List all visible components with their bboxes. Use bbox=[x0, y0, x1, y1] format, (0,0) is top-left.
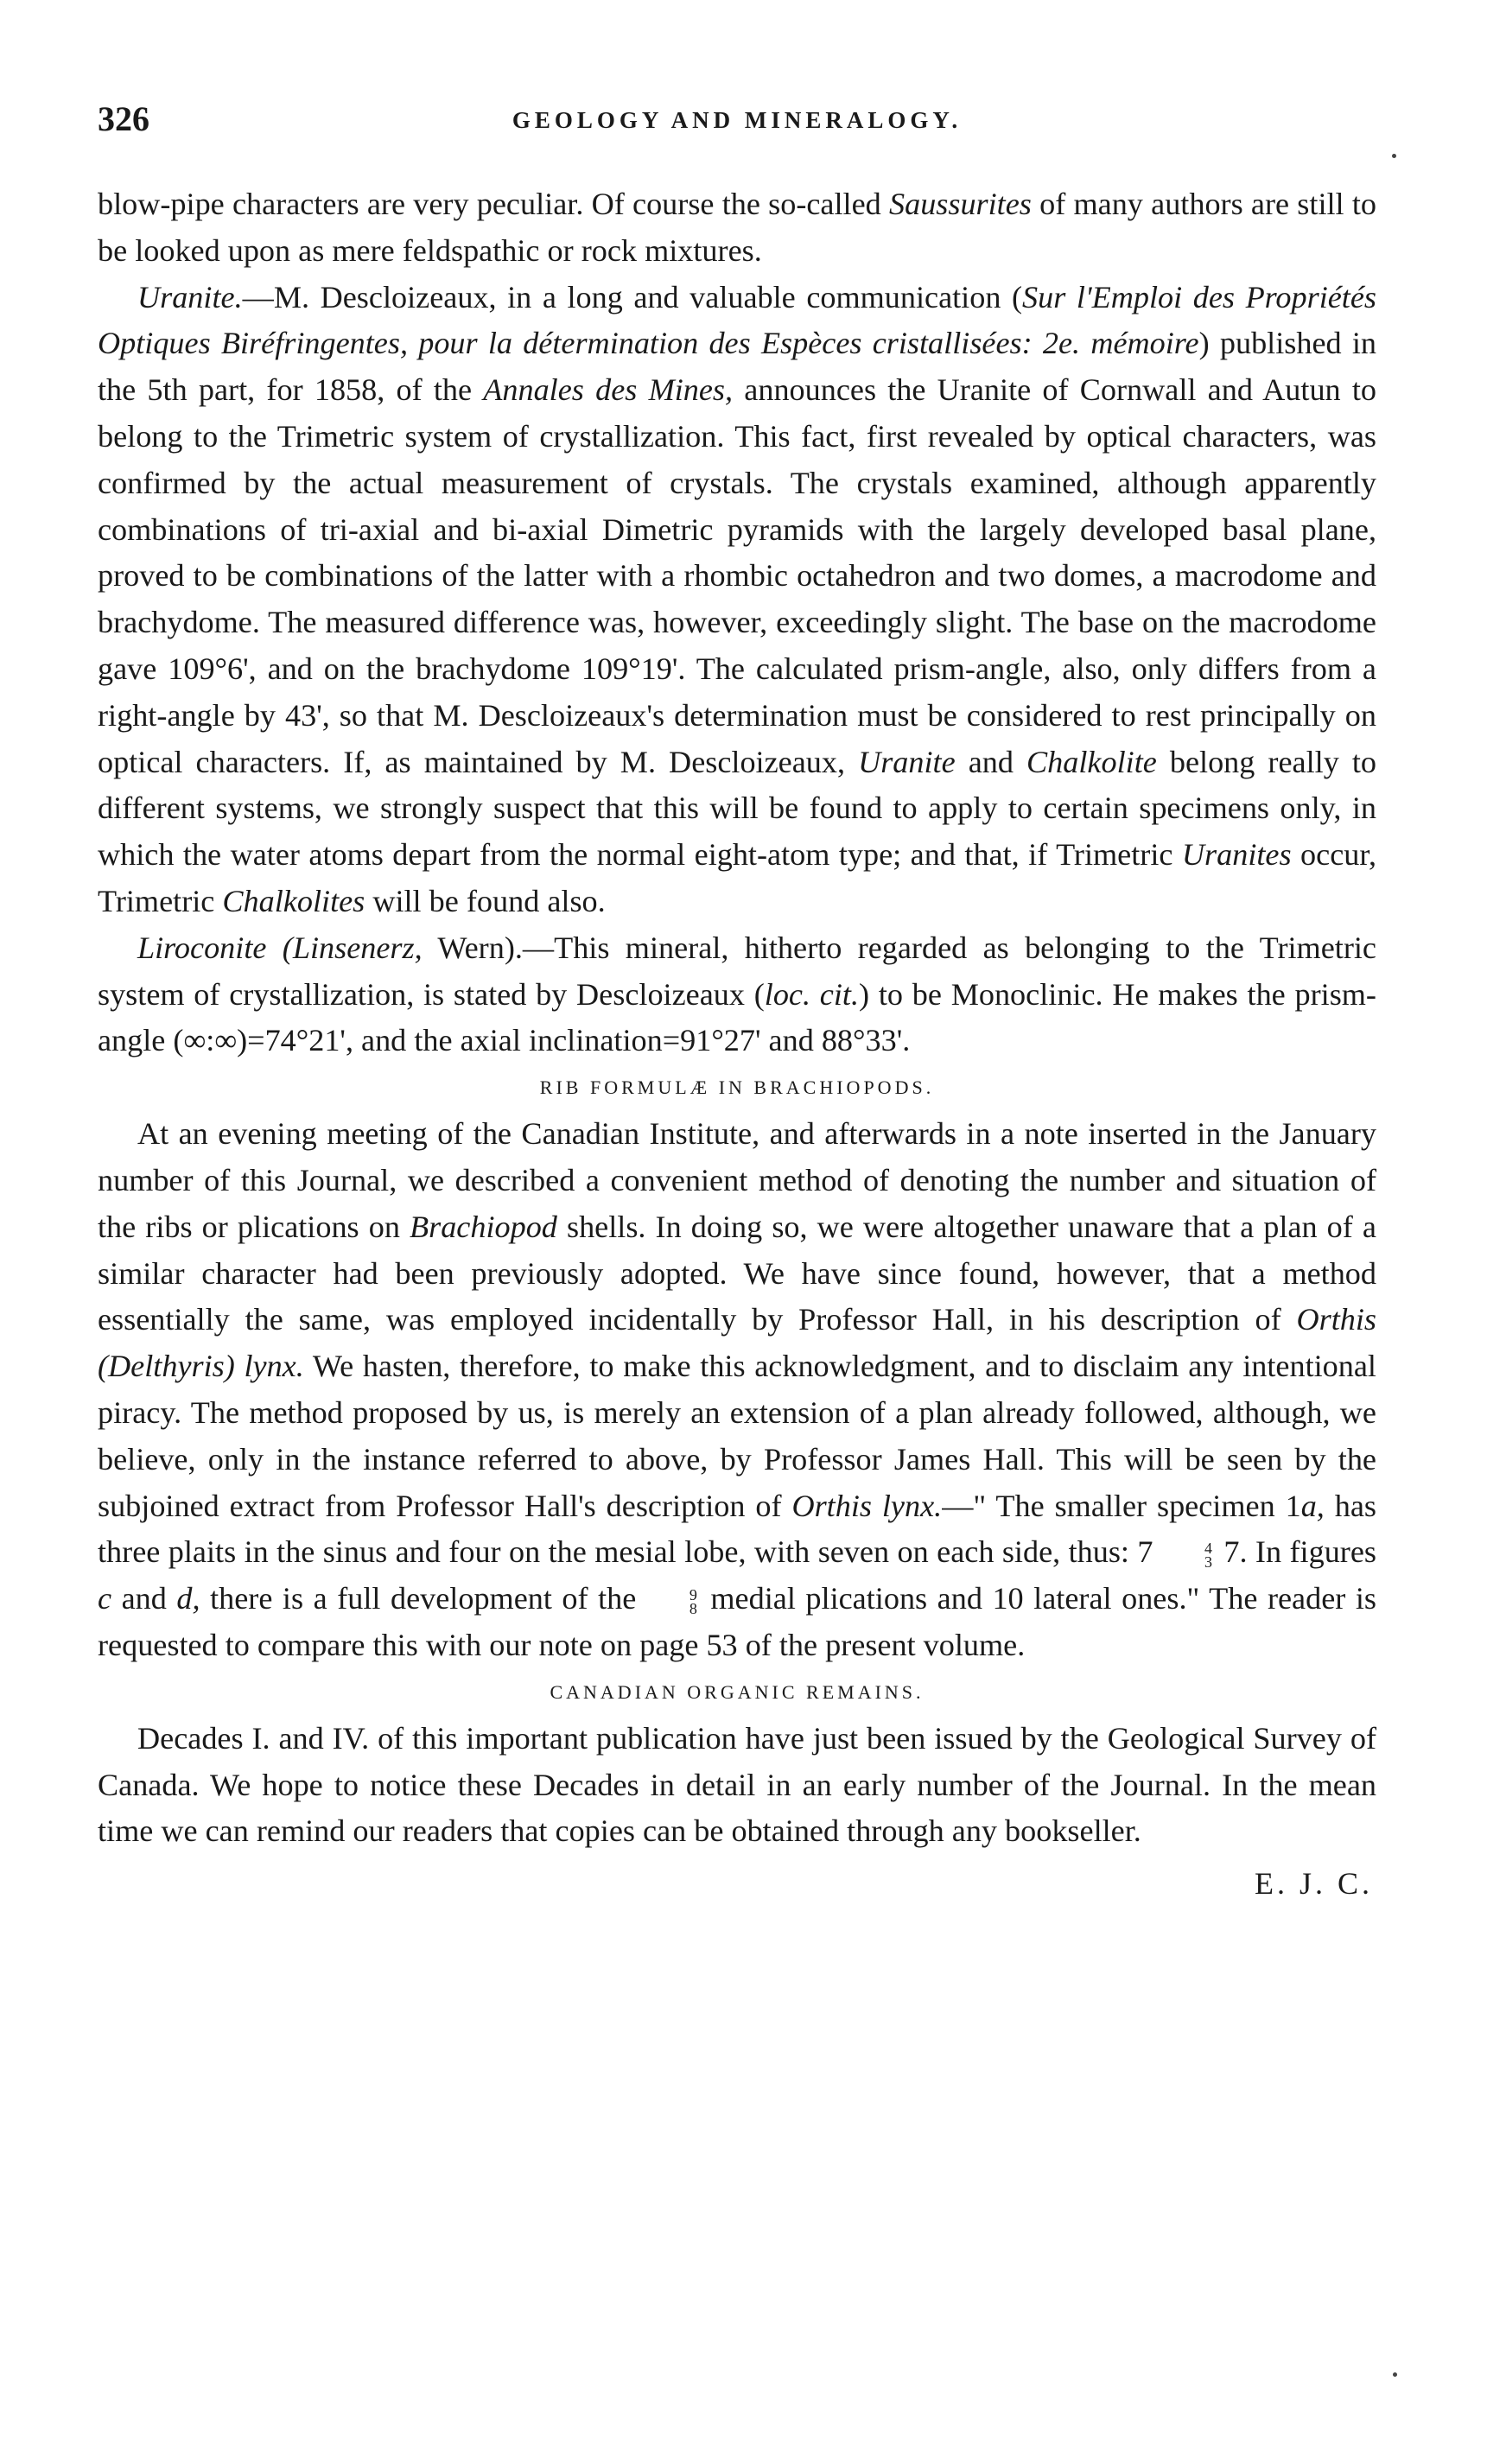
italic-term: Orthis (Delthyris) lynx. bbox=[98, 1302, 1376, 1384]
text-run: blow-pipe characters are very peculiar. Of course the so-called bbox=[98, 187, 889, 221]
paragraph-canadian-organic-remains bbox=[98, 1716, 1376, 1855]
italic-term: Orthis lynx. bbox=[791, 1488, 943, 1523]
fraction-numerator: 4 bbox=[1204, 1540, 1212, 1557]
paragraph-saussurites bbox=[98, 181, 1376, 275]
italic-citation: Annales des Mines, bbox=[483, 372, 734, 408]
text-run: We hasten, therefore, to make this acknowledgment, and to disclaim any intentional piracy. The method proposed by us, is merely an extension of a plan already followed, although, we believe, only in the instance referred to above, by Professor James Hall. This will be seen by the subjoined extract from Professor Hall's description of bbox=[98, 1349, 1376, 1523]
text-run: medial plications and 10 lateral ones." The reader is requested to compare this with our note on page 53 of the present volume. bbox=[98, 1581, 1376, 1662]
text-run: ) to be Monoclinic. He makes the prism-angle (∞:∞)=74°21', and the axial inclination=91°27' and 88°33'. bbox=[98, 976, 1376, 1058]
fraction bbox=[650, 1585, 697, 1617]
italic-term: Uranite. bbox=[137, 279, 243, 314]
text-run: —" The smaller specimen 1 bbox=[942, 1488, 1301, 1523]
italic-term: Chalkolites bbox=[222, 883, 365, 918]
paragraph-liroconite bbox=[98, 925, 1376, 1064]
text-run: and bbox=[111, 1581, 177, 1616]
text-run: belong really to different systems, we strongly suspect that this will be found to apply to certain specimens only, in which the water atoms depart from the normal eight-atom type; and that, if Trimetric bbox=[98, 744, 1377, 873]
text-run: —M. Descloizeaux, in a long and valuable communication ( bbox=[242, 279, 1023, 314]
text-run: there is a full development of the bbox=[200, 1581, 646, 1616]
running-head: GEOLOGY AND MINERALOGY. bbox=[512, 107, 963, 133]
text-run: has three plaits in the sinus and four on the mesial lobe, with seven on each side, thus: 7 bbox=[98, 1488, 1376, 1570]
section-heading-canadian-organic-remains: CANADIAN ORGANIC REMAINS. bbox=[550, 1680, 925, 1703]
italic-term: d, bbox=[176, 1581, 200, 1616]
fraction-denominator: 3 bbox=[1204, 1553, 1212, 1571]
text-run: shells. In doing so, we were altogether unaware that a plan of a similar character had been previously adopted. We have since found, however, that a method essentially the same, was employed incidentally by Professor Hall, in his description of bbox=[98, 1209, 1376, 1337]
text-run: announces the Uranite of Cornwall and Autun to belong to the Trimetric system of crystallization. This fact, first revealed by optical characters, was confirmed by the actual measurement of crystals. The crystals examined, although apparently combinations of tri-axial and bi-axial Dimetric pyramids with the largely developed basal plane, proved to be combinations of the latter with a rhombic octahedron and two domes, a macrodome and brachydome. The measured difference was, however, exceedingly slight. The base on the macrodome gave 109°6', and on the brachydome 109°19'. The calculated prism-angle, also, only differs from a right-angle by 43', so that M. Descloizeaux's determination must be considered to rest principally on optical characters. If, as maintained by M. Descloizeaux, bbox=[98, 372, 1376, 779]
text-run: Decades I. and IV. of this important publication have just been issued by the Geological Survey of Canada. We hope to notice these Decades in detail in an early number of the Journal. In the mean time we can remind our readers that copies can be obtained through any bookseller. bbox=[98, 1720, 1376, 1849]
paragraph-uranite bbox=[98, 275, 1376, 925]
italic-term: Saussurites bbox=[889, 187, 1032, 221]
fraction-numerator: 9 bbox=[689, 1585, 697, 1604]
italic-citation: loc. cit. bbox=[764, 976, 860, 1012]
page-header bbox=[98, 93, 1376, 145]
italic-term: Chalkolite bbox=[1026, 744, 1157, 779]
italic-term: c bbox=[98, 1581, 112, 1616]
text-run: 7. In figures bbox=[1215, 1534, 1376, 1570]
author-signature: E. J. C. bbox=[1254, 1866, 1373, 1902]
text-run: of many authors are still to be looked upon as mere feldspathic or rock mixtures. bbox=[98, 187, 1376, 268]
paragraph-rib-formulae bbox=[98, 1111, 1376, 1669]
print-speck bbox=[1392, 154, 1396, 158]
text-run: Wern).—This mineral, hitherto regarded as belonging to the Trimetric system of crystallization, is stated by Descloizeaux ( bbox=[98, 930, 1376, 1012]
page-number: 326 bbox=[98, 99, 149, 138]
italic-term: Brachiopod bbox=[410, 1209, 557, 1244]
text-run: and bbox=[955, 744, 1027, 779]
text-run: ) published in the 5th part, for 1858, of the bbox=[98, 326, 1377, 408]
italic-term: Liroconite (Linsenerz, bbox=[137, 930, 423, 965]
fraction-denominator: 8 bbox=[689, 1599, 697, 1617]
body-text bbox=[98, 181, 1376, 1912]
section-heading-rib-formulae: RIB FORMULÆ IN BRACHIOPODS. bbox=[539, 1076, 935, 1099]
italic-citation: Sur l'Emploi des Propriétés Optiques Biréfringentes, pour la détermination des Espèces cristallisées: 2e. mémoire bbox=[98, 279, 1377, 361]
text-run: will be found also. bbox=[365, 883, 606, 918]
italic-term: Uranites bbox=[1181, 837, 1292, 873]
fraction bbox=[1165, 1541, 1212, 1569]
italic-term: a, bbox=[1300, 1488, 1325, 1523]
italic-term: Uranite bbox=[858, 744, 956, 779]
print-speck bbox=[1393, 2372, 1397, 2377]
text-run: occur, Trimetric bbox=[98, 837, 1377, 918]
text-run: At an evening meeting of the Canadian Institute, and afterwards in a note inserted in the January number of this Journal, we described a convenient method of denoting the number and situation of the ribs or plications on bbox=[98, 1116, 1376, 1244]
